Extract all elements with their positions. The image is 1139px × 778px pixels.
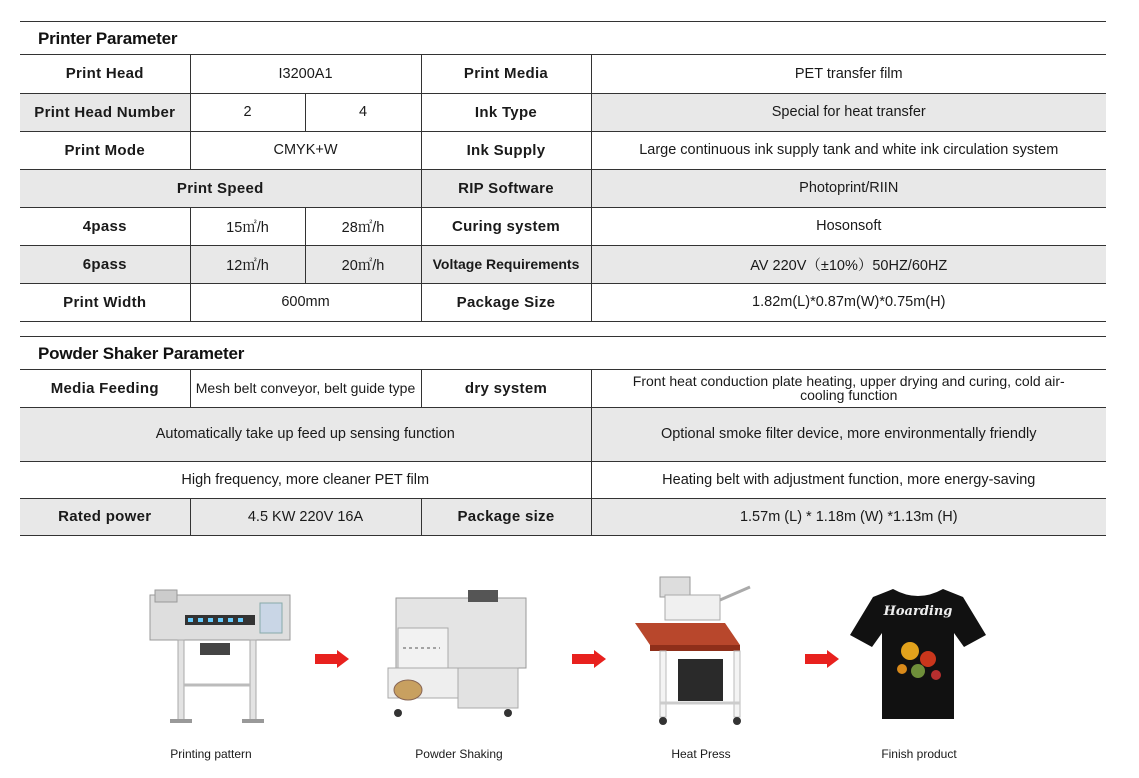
arrow-icon xyxy=(805,650,839,668)
feature-smoke-filter: Optional smoke filter device, more environmentally friendly xyxy=(591,407,1106,461)
arrow-icon xyxy=(572,650,606,668)
rip-label: RIP Software xyxy=(421,169,591,207)
dry-system-label: dry system xyxy=(421,370,591,407)
pass6-a: 12㎡/h xyxy=(190,245,305,283)
dry-system-value: Front heat conduction plate heating, upper drying and curing, cold air-cooling function xyxy=(591,370,1106,407)
print-speed-label: Print Speed xyxy=(20,169,421,207)
powder-shaker-table xyxy=(20,370,1106,536)
print-head-label: Print Head xyxy=(20,55,190,93)
table-row xyxy=(20,169,1106,207)
package-value: 1.82m(L)*0.87m(W)*0.75m(H) xyxy=(591,283,1106,321)
powder-shaker-image xyxy=(378,588,528,720)
step-label-printing: Printing pattern xyxy=(170,747,252,761)
shaker-package-label: Package size xyxy=(421,498,591,535)
curing-value: Hosonsoft xyxy=(591,207,1106,245)
head-number-b: 4 xyxy=(305,93,421,131)
rated-power-label: Rated power xyxy=(20,498,190,535)
print-mode-value: CMYK+W xyxy=(190,131,421,169)
width-value: 600mm xyxy=(190,283,421,321)
media-feeding-label: Media Feeding xyxy=(20,370,190,407)
step-label-finish-product: Finish product xyxy=(881,747,957,761)
tshirt-print-text: Hoarding xyxy=(883,604,953,619)
head-number-a: 2 xyxy=(190,93,305,131)
pass4-b: 28㎡/h xyxy=(305,207,421,245)
printer-parameter-section xyxy=(20,21,1106,322)
arrow-icon xyxy=(315,650,349,668)
width-label: Print Width xyxy=(20,283,190,321)
print-mode-label: Print Mode xyxy=(20,131,190,169)
table-row xyxy=(20,207,1106,245)
table-row xyxy=(20,407,1106,461)
pass6-label: 6pass xyxy=(20,245,190,283)
media-feeding-value: Mesh belt conveyor, belt guide type xyxy=(190,370,421,407)
powder-shaker-title: Powder Shaker Parameter xyxy=(20,336,1106,370)
ink-supply-value: Large continuous ink supply tank and white ink circulation system xyxy=(591,131,1106,169)
rip-value: Photoprint/RIIN xyxy=(591,169,1106,207)
table-row xyxy=(20,55,1106,93)
table-row xyxy=(20,370,1106,407)
step-label-powder-shaking: Powder Shaking xyxy=(415,747,503,761)
print-head-value: I3200A1 xyxy=(190,55,421,93)
printer-parameter-title: Printer Parameter xyxy=(20,21,1106,55)
table-row xyxy=(20,131,1106,169)
table-row xyxy=(20,498,1106,535)
step-label-heat-press: Heat Press xyxy=(671,747,731,761)
printer-machine-image xyxy=(140,585,300,730)
ink-type-label: Ink Type xyxy=(421,93,591,131)
rated-power-value: 4.5 KW 220V 16A xyxy=(190,498,421,535)
table-row xyxy=(20,461,1106,498)
pass4-a: 15㎡/h xyxy=(190,207,305,245)
table-row xyxy=(20,283,1106,321)
shaker-package-value: 1.57m (L) * 1.18m (W) *1.13m (H) xyxy=(591,498,1106,535)
curing-label: Curing system xyxy=(421,207,591,245)
printer-parameter-table xyxy=(20,55,1106,322)
head-number-label: Print Head Number xyxy=(20,93,190,131)
ink-supply-label: Ink Supply xyxy=(421,131,591,169)
voltage-value: AV 220V（±10%）50HZ/60HZ xyxy=(591,245,1106,283)
pass6-b: 20㎡/h xyxy=(305,245,421,283)
feature-auto-takeup: Automatically take up feed up sensing function xyxy=(20,407,591,461)
feature-high-frequency: High frequency, more cleaner PET film xyxy=(20,461,591,498)
ink-type-value: Special for heat transfer xyxy=(591,93,1106,131)
table-row xyxy=(20,245,1106,283)
feature-heating-belt: Heating belt with adjustment function, more energy-saving xyxy=(591,461,1106,498)
table-row xyxy=(20,93,1106,131)
package-label: Package Size xyxy=(421,283,591,321)
print-media-label: Print Media xyxy=(421,55,591,93)
pass4-label: 4pass xyxy=(20,207,190,245)
print-media-value: PET transfer film xyxy=(591,55,1106,93)
voltage-label: Voltage Requirements xyxy=(421,245,591,283)
heat-press-image xyxy=(630,575,760,727)
powder-shaker-section xyxy=(20,336,1106,536)
